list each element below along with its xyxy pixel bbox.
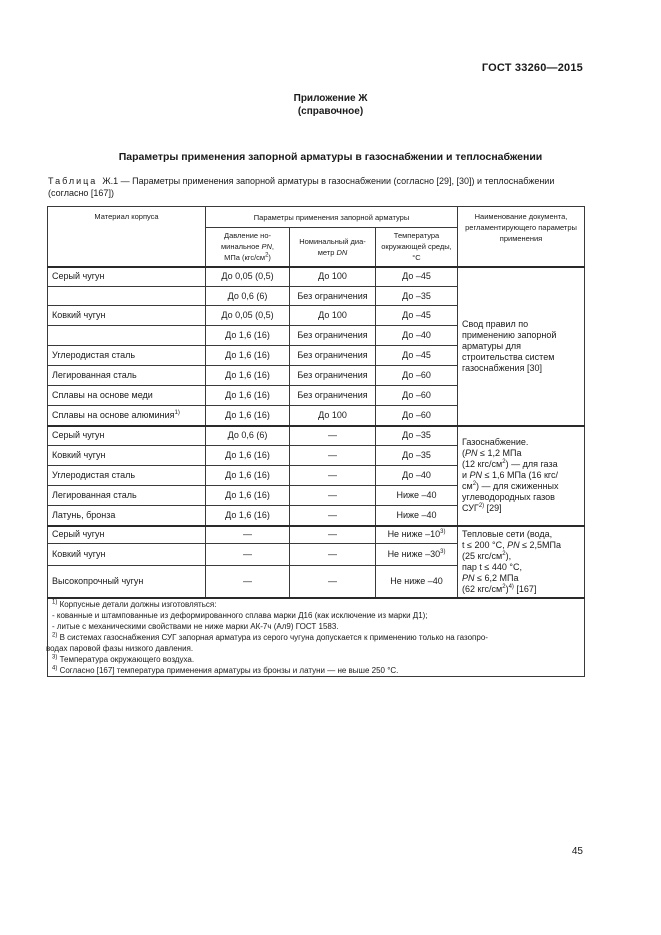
cell-pressure: —: [206, 526, 290, 544]
cell-temperature: До –60: [376, 366, 458, 386]
cell-diameter: До 100: [290, 267, 376, 287]
cell-document: Свод правил по применению запорной арматуры для строительства систем газоснабжения [30]: [458, 267, 585, 426]
page-number: 45: [571, 846, 583, 857]
cell-diameter: Без ограничения: [290, 386, 376, 406]
cell-pressure: До 1,6 (16): [206, 406, 290, 426]
cell-temperature: До –45: [376, 267, 458, 287]
cell-material: Высокопрочный чугун: [48, 566, 206, 598]
footnote-2-cont: водах паровой фазы низкого давления.: [46, 643, 194, 653]
cell-temperature: До –45: [376, 346, 458, 366]
cell-temperature: Не ниже –40: [376, 566, 458, 598]
table-row: [48, 267, 585, 287]
footnote-3: $^{3)}$ Температура окружающего воздуха.: [52, 653, 195, 664]
footnotes: [48, 598, 585, 677]
cell-material: Углеродистая сталь: [48, 466, 206, 486]
cell-temperature: Ниже –40: [376, 506, 458, 526]
cell-diameter: —: [290, 446, 376, 466]
cell-temperature: Не ниже –30$^{3)}$: [376, 544, 458, 566]
cell-pressure: —: [206, 566, 290, 598]
cell-material: Ковкий чугун: [48, 544, 206, 566]
cell-material: Легированная сталь: [48, 486, 206, 506]
cell-pressure: —: [206, 544, 290, 566]
cell-diameter: —: [290, 526, 376, 544]
cell-temperature: До –60: [376, 386, 458, 406]
cell-diameter: Без ограничения: [290, 366, 376, 386]
appendix-subtitle: (справочное): [297, 106, 364, 117]
appendix-heading: [0, 92, 661, 118]
cell-pressure: До 1,6 (16): [206, 366, 290, 386]
cell-material: Сплавы на основе меди: [48, 386, 206, 406]
standard-code: ГОСТ 33260—2015: [481, 62, 583, 74]
parameters-table: [47, 206, 585, 677]
caption-text: Ж.1 — Параметры применения запорной арматуры в газоснабжении (согласно [29], [30]) и теплоснабжении (согласно [167]): [48, 176, 555, 198]
footnote-1a: - кованные и штампованные из деформированного сплава марки Д16 (как исключение из марки Д1);: [52, 610, 428, 620]
cell-pressure: До 1,6 (16): [206, 486, 290, 506]
header-document: Наименование документа, регламентирующего параметры применения: [458, 207, 585, 267]
cell-diameter: До 100: [290, 306, 376, 326]
cell-temperature: До –40: [376, 326, 458, 346]
cell-pressure: До 1,6 (16): [206, 466, 290, 486]
cell-diameter: —: [290, 566, 376, 598]
table-row: [48, 426, 585, 446]
cell-temperature: До –35: [376, 287, 458, 306]
header-temperature: Температура окружающей среды, °С: [376, 228, 458, 267]
cell-temperature: До –40: [376, 466, 458, 486]
cell-pressure: До 1,6 (16): [206, 326, 290, 346]
cell-pressure: До 1,6 (16): [206, 386, 290, 406]
header-diameter: Номинальный диа- метр DN: [290, 228, 376, 267]
table-notes: [48, 598, 585, 677]
cell-temperature: До –45: [376, 306, 458, 326]
cell-pressure: До 0,6 (6): [206, 287, 290, 306]
cell-diameter: Без ограничения: [290, 326, 376, 346]
cell-material: Легированная сталь: [48, 366, 206, 386]
footnote-4: $^{4)}$ Согласно [167] температура применения арматуры из бронзы и латуни — не выше 250 °С.: [52, 664, 399, 675]
cell-material: [48, 326, 206, 346]
cell-material: Серый чугун: [48, 526, 206, 544]
cell-temperature: Не ниже –10$^{3)}$: [376, 526, 458, 544]
appendix-title: Приложение Ж: [293, 93, 368, 104]
cell-material: Сплавы на основе алюминия$^{1)}$: [48, 406, 206, 426]
cell-document: Газоснабжение. (PN ≤ 1,2 МПа (12 кгс/$см^2$) — для газа и PN ≤ 1,6 МПа (16 кгс/ $см^2$) — для сжиженных углеводородных газов СУГ$^{2)}$ [29]: [458, 426, 585, 526]
cell-material: Углеродистая сталь: [48, 346, 206, 366]
cell-pressure: До 1,6 (16): [206, 346, 290, 366]
cell-document: Тепловые сети (вода, t ≤ 200 °С, PN ≤ 2,5МПа (25 кгс/$см^2$), пар t ≤ 440 °С, PN ≤ 6,2 МПа (62 кгс/$см^2)^{4)}$ [167]: [458, 526, 585, 598]
cell-temperature: До –35: [376, 426, 458, 446]
cell-material: Серый чугун: [48, 267, 206, 287]
cell-pressure: До 1,6 (16): [206, 506, 290, 526]
cell-diameter: —: [290, 426, 376, 446]
header-pressure: Давление но-минальное PN, МПа $(кгс/см^2)$: [206, 228, 290, 267]
cell-pressure: До 0,6 (6): [206, 426, 290, 446]
header-material: Материал корпуса: [48, 207, 206, 267]
table-row: [48, 526, 585, 544]
footnote-1b: - литые с механическими свойствами не ниже марки АК-7ч (Ал9) ГОСТ 1583.: [52, 621, 339, 631]
cell-material: Ковкий чугун: [48, 446, 206, 466]
cell-diameter: —: [290, 466, 376, 486]
cell-pressure: До 0,05 (0,5): [206, 306, 290, 326]
cell-material: Ковкий чугун: [48, 306, 206, 326]
cell-temperature: Ниже –40: [376, 486, 458, 506]
cell-temperature: До –35: [376, 446, 458, 466]
cell-diameter: —: [290, 544, 376, 566]
footnote-1: $^{1)}$ Корпусные детали должны изготовляться:: [52, 598, 217, 609]
cell-diameter: —: [290, 486, 376, 506]
cell-pressure: До 1,6 (16): [206, 446, 290, 466]
document-title: Параметры применения запорной арматуры в газоснабжении и теплоснабжении: [118, 151, 543, 163]
cell-diameter: —: [290, 506, 376, 526]
cell-pressure: До 0,05 (0,5): [206, 267, 290, 287]
cell-diameter: Без ограничения: [290, 287, 376, 306]
cell-material: Латунь, бронза: [48, 506, 206, 526]
table-caption: [48, 175, 593, 199]
group-heat-supply: [48, 526, 585, 598]
group-gas-supply-sug: [48, 426, 585, 526]
footnote-2: $^{2)}$ В системах газоснабжения СУГ запорная арматура из серого чугуна допускается к применению только на газопро-: [52, 631, 488, 642]
caption-prefix: Таблица: [48, 176, 98, 186]
header-params-group: Параметры применения запорной арматуры: [206, 207, 458, 228]
cell-material: [48, 287, 206, 306]
cell-diameter: До 100: [290, 406, 376, 426]
cell-temperature: До –60: [376, 406, 458, 426]
cell-material: Серый чугун: [48, 426, 206, 446]
group-gas-supply-sp: [48, 267, 585, 426]
cell-diameter: Без ограничения: [290, 346, 376, 366]
